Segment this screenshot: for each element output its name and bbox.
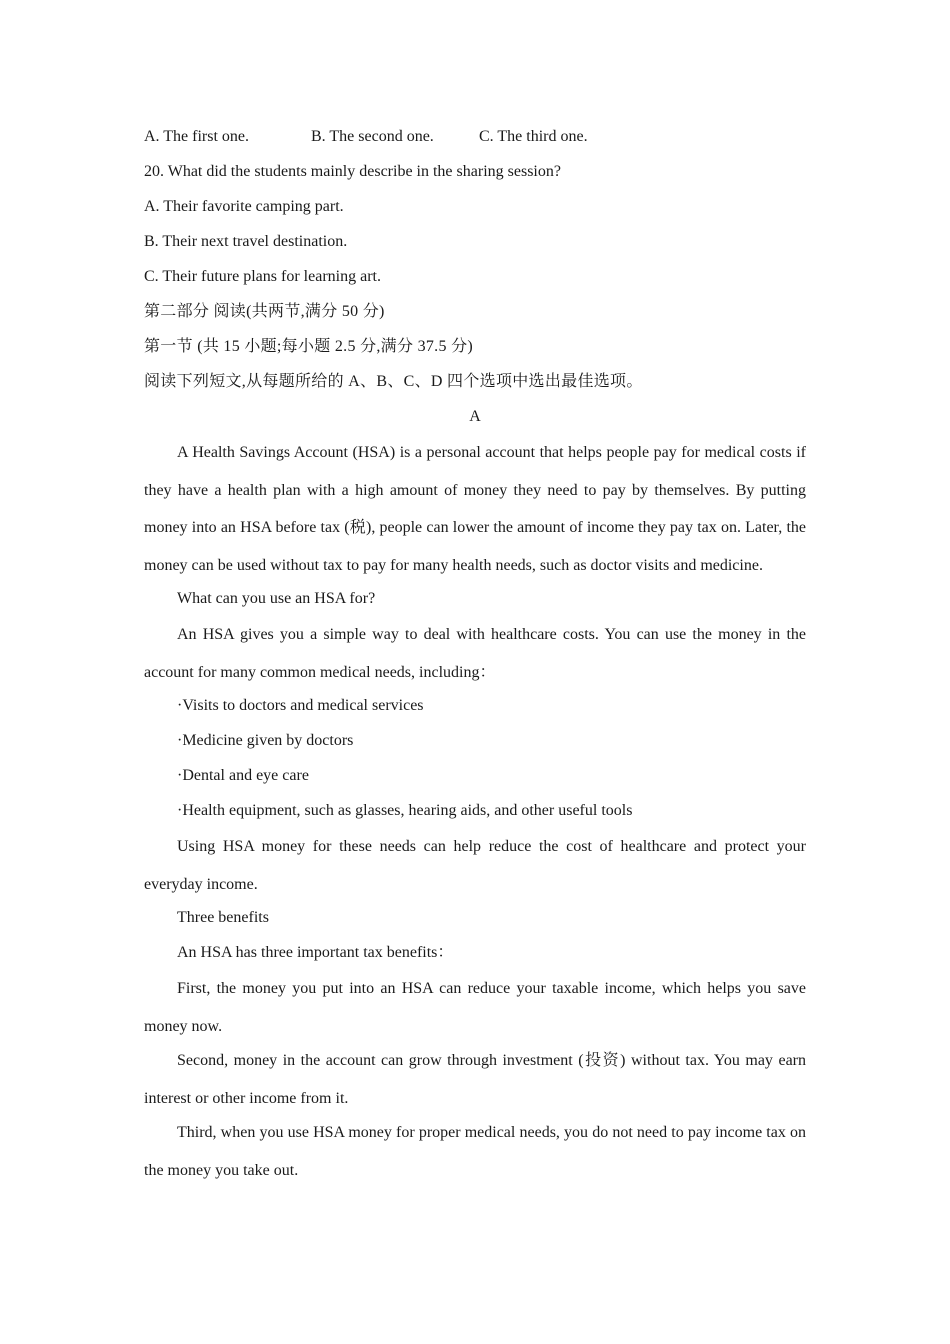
question-20: 20. What did the students mainly describe in the sharing session? [144,163,561,180]
question-20-option-c: C. Their future plans for learning art. [144,268,381,285]
question-19-options [144,124,806,159]
passage-paragraph-1: A Health Savings Account (HSA) is a personal account that helps people pay for medical costs if they have a health plan with a high amount of money they need to pay by themselves. By putting money into an HSA before tax (税), people can lower the amount of income they pay tax on. Later, the money can be used without tax to pay for many health needs, such as doctor visits and medicine. [144,444,806,574]
option-b: B. The second one. [311,128,434,145]
question-20-option-a: A. Their favorite camping part. [144,198,344,215]
passage-paragraph-7: Third, when you use HSA money for proper medical needs, you do not need to pay income tax on the money you take out. [144,1124,806,1179]
option-a: A. The first one. [144,128,250,145]
passage-subheading-uses: What can you use an HSA for? [177,590,376,607]
question-20-option-b: B. Their next travel destination. [144,233,348,250]
document-page [144,124,806,1191]
passage-paragraph-2: An HSA gives you a simple way to deal with healthcare costs. You can use the money in the account for many common medical needs, including： [144,626,806,681]
passage-subheading-benefits: Three benefits [177,909,269,926]
section-one-heading: 第一节 (共 15 小题;每小题 2.5 分,满分 37.5 分) [144,338,474,355]
reading-instructions: 阅读下列短文,从每题所给的 A、B、C、D 四个选项中选出最佳选项。 [144,373,643,390]
bullet-item: ·Dental and eye care [177,767,309,784]
bullet-item: ·Health equipment, such as glasses, hearing aids, and other useful tools [177,802,633,819]
passage-paragraph-5: First, the money you put into an HSA can reduce your taxable income, which helps you save money now. [144,980,806,1035]
option-c: C. The third one. [479,128,588,145]
passage-label: A [469,408,481,425]
bullet-item: ·Medicine given by doctors [177,732,354,749]
passage-paragraph-6: Second, money in the account can grow through investment (投资) without tax. You may earn interest or other income from it. [144,1052,806,1107]
passage-paragraph-3: Using HSA money for these needs can help reduce the cost of healthcare and protect your everyday income. [144,838,806,893]
part-two-heading: 第二部分 阅读(共两节,满分 50 分) [144,303,385,320]
passage-paragraph-4: An HSA has three important tax benefits： [177,944,454,961]
bullet-item: ·Visits to doctors and medical services [177,697,424,714]
